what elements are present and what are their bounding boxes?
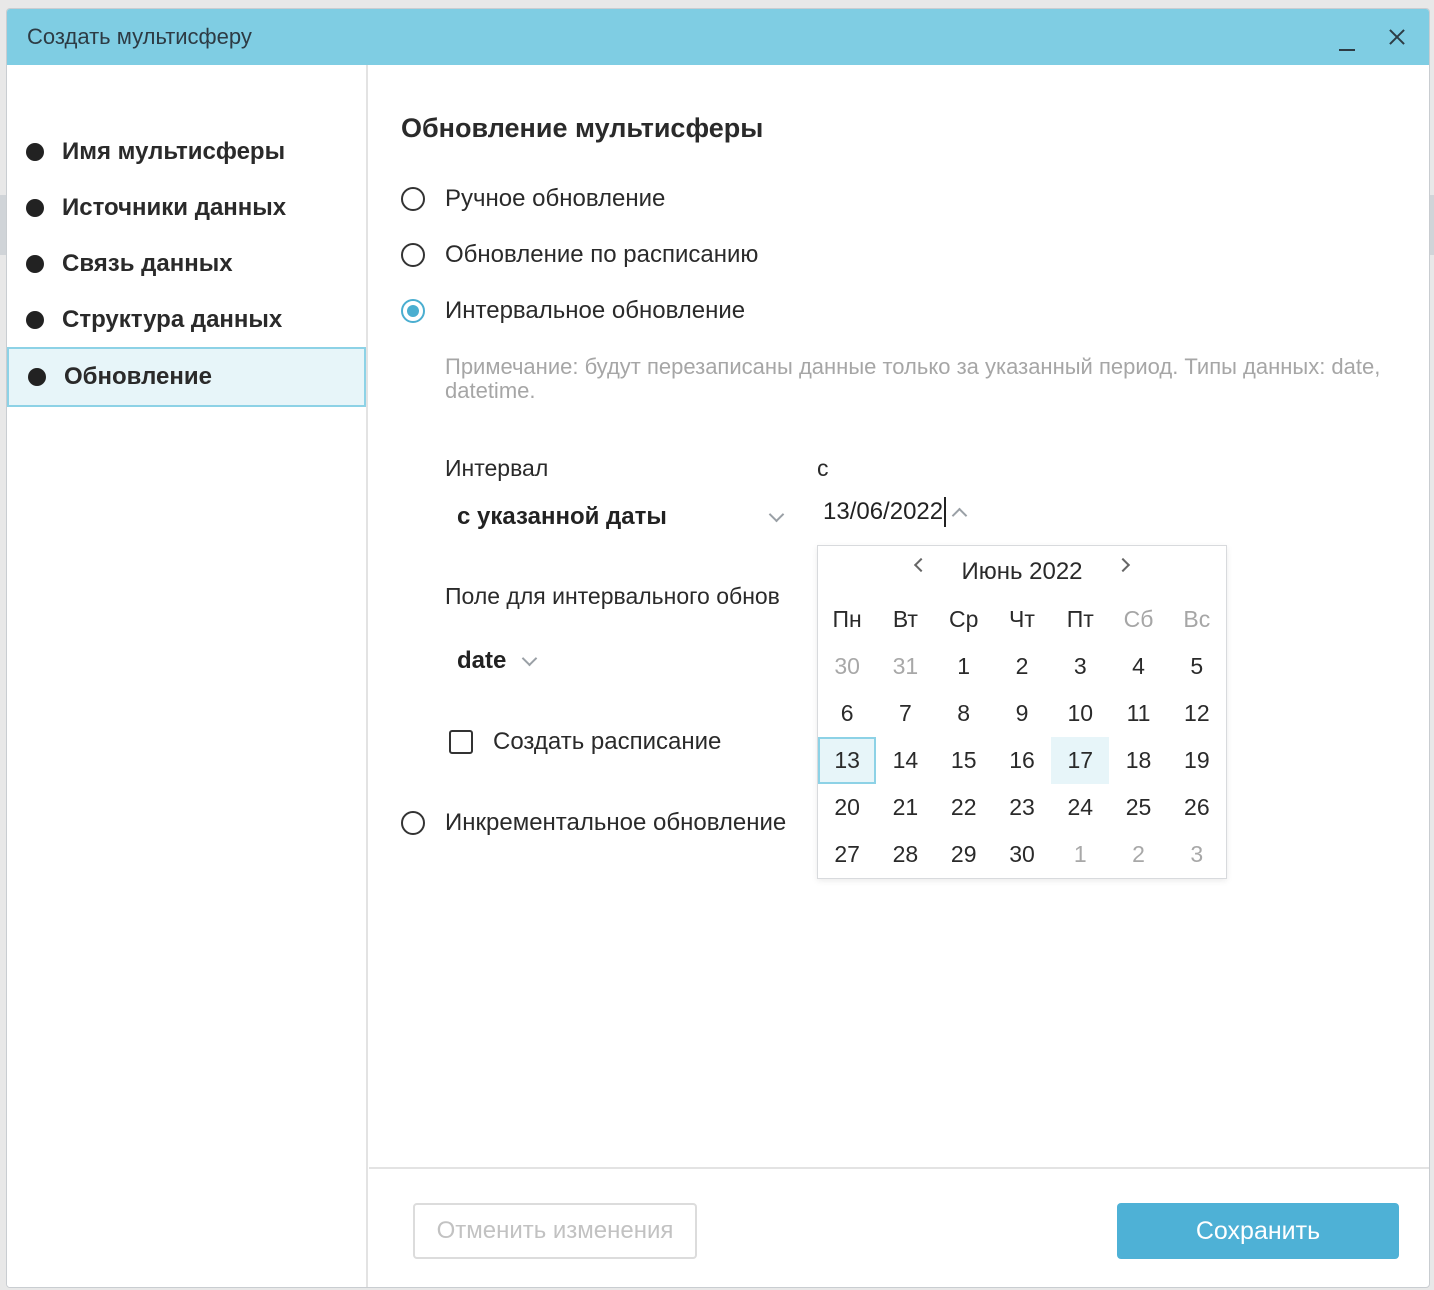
calendar-week-row	[818, 737, 1226, 784]
calendar-day[interactable]: 19	[1184, 747, 1210, 773]
bullet-icon	[26, 143, 44, 161]
sidebar-item-data-sources[interactable]	[7, 180, 366, 236]
calendar-day[interactable]: 7	[899, 700, 912, 726]
calendar-day[interactable]: 13	[818, 737, 876, 784]
calendar-day[interactable]: 30	[1009, 841, 1035, 867]
sidebar-item-label: Источники данных	[62, 194, 287, 221]
weekday-label: Пн	[832, 606, 862, 632]
from-label: с	[817, 455, 829, 481]
calendar-day[interactable]: 31	[892, 653, 919, 679]
radio-button[interactable]	[401, 811, 425, 835]
calendar-day[interactable]: 16	[1009, 747, 1035, 773]
calendar-day[interactable]: 22	[950, 794, 977, 820]
calendar-day[interactable]: 17	[1051, 737, 1109, 784]
radio-manual-update[interactable]	[401, 185, 665, 213]
weekday-label: Ср	[949, 606, 979, 632]
date-input-value: 13/06/2022	[823, 498, 944, 525]
radio-button[interactable]	[401, 243, 425, 267]
interval-field-label: Поле для интервального обнов	[445, 583, 780, 609]
weekday-label: Вт	[892, 606, 918, 632]
chevron-down-icon	[522, 650, 538, 666]
weekday-label: Сб	[1123, 606, 1154, 632]
radio-interval-update[interactable]	[401, 297, 745, 325]
bullet-icon	[28, 368, 46, 386]
radio-button[interactable]	[401, 187, 425, 211]
date-input[interactable]	[823, 497, 965, 527]
bullet-icon	[26, 311, 44, 329]
calendar-day[interactable]: 29	[950, 841, 977, 867]
calendar-day[interactable]: 23	[1009, 794, 1035, 820]
sidebar-item-update[interactable]	[7, 347, 366, 407]
calendar-day[interactable]: 1	[957, 653, 971, 679]
calendar-day[interactable]: 1	[1073, 841, 1087, 867]
calendar-header	[818, 554, 1226, 590]
calendar-week-row	[818, 831, 1226, 878]
calendar-day[interactable]: 2	[1015, 653, 1029, 679]
chevron-up-icon[interactable]	[952, 507, 968, 523]
save-button[interactable]: Сохранить	[1117, 1203, 1399, 1259]
calendar-day[interactable]: 6	[840, 700, 854, 726]
calendar-day[interactable]: 25	[1125, 794, 1152, 820]
calendar-day[interactable]: 30	[834, 653, 860, 679]
close-icon[interactable]	[1379, 19, 1415, 55]
calendar-month-label: Июнь 2022	[961, 558, 1083, 585]
interval-select-value: с указанной даты	[457, 503, 667, 530]
sidebar-item-data-structure[interactable]	[7, 292, 366, 348]
radio-label: Ручное обновление	[445, 185, 666, 212]
interval-field-value: date	[457, 647, 507, 674]
wizard-steps-sidebar	[7, 65, 368, 1288]
sidebar-item-label: Структура данных	[62, 306, 283, 333]
calendar-day[interactable]: 14	[892, 747, 919, 773]
calendar-week-row	[818, 643, 1226, 690]
interval-label: Интервал	[445, 455, 549, 481]
calendar-day[interactable]: 28	[892, 841, 919, 867]
radio-label: Инкрементальное обновление	[445, 809, 787, 836]
interval-select[interactable]	[457, 503, 782, 531]
calendar-day[interactable]: 2	[1132, 841, 1145, 867]
bullet-icon	[26, 255, 44, 273]
calendar-day[interactable]: 12	[1184, 700, 1210, 726]
calendar-day[interactable]: 8	[957, 700, 971, 726]
cancel-changes-button[interactable]: Отменить изменения	[413, 1203, 697, 1259]
create-schedule-option[interactable]	[449, 728, 721, 756]
calendar-day[interactable]: 18	[1125, 747, 1152, 773]
interval-field-select[interactable]	[457, 647, 535, 675]
calendar-day[interactable]: 3	[1073, 653, 1087, 679]
chevron-down-icon	[769, 506, 785, 522]
calendar-day[interactable]: 21	[892, 794, 919, 820]
calendar-week-row	[818, 690, 1226, 737]
bullet-icon	[26, 199, 44, 217]
sidebar-item-label: Связь данных	[62, 250, 233, 277]
calendar-week-row	[818, 784, 1226, 831]
calendar-day[interactable]: 3	[1190, 841, 1204, 867]
create-multisphere-dialog	[6, 8, 1430, 1288]
dialog-title: Создать мультисферу	[27, 24, 252, 49]
calendar-day[interactable]: 26	[1184, 794, 1210, 820]
date-picker-popup	[817, 545, 1227, 879]
weekday-label: Вс	[1183, 606, 1211, 632]
calendar-day[interactable]: 10	[1067, 700, 1094, 726]
minimize-icon[interactable]	[1329, 19, 1365, 55]
sidebar-item-name[interactable]	[7, 124, 366, 180]
title-bar	[7, 9, 1429, 65]
calendar-day[interactable]: 20	[834, 794, 860, 820]
weekday-header-row	[818, 596, 1226, 643]
calendar-grid	[818, 596, 1226, 878]
calendar-day[interactable]: 5	[1190, 653, 1204, 679]
calendar-day[interactable]: 11	[1126, 700, 1151, 726]
text-caret	[944, 497, 946, 527]
dialog-footer	[369, 1167, 1430, 1288]
radio-label: Обновление по расписанию	[445, 241, 759, 268]
radio-button[interactable]	[401, 299, 425, 323]
page-title: Обновление мультисферы	[401, 113, 764, 143]
calendar-day[interactable]: 24	[1067, 794, 1094, 820]
weekday-label: Чт	[1009, 606, 1035, 632]
sidebar-item-label: Имя мультисферы	[62, 138, 286, 165]
weekday-label: Пт	[1066, 606, 1094, 632]
chevron-right-icon[interactable]	[1118, 560, 1132, 574]
sidebar-item-data-link[interactable]	[7, 236, 366, 292]
chevron-left-icon[interactable]	[912, 560, 926, 574]
sidebar-item-label: Обновление	[64, 363, 212, 390]
calendar-day[interactable]: 15	[950, 747, 977, 773]
calendar-day[interactable]: 9	[1015, 700, 1029, 726]
calendar-day[interactable]: 4	[1132, 653, 1145, 679]
interval-note: Примечание: будут перезаписаны данные только за указанный период. Типы данных: date, datetime.	[445, 354, 1381, 403]
calendar-day[interactable]: 27	[834, 841, 860, 867]
checkbox-label: Создать расписание	[493, 728, 722, 755]
radio-label: Интервальное обновление	[445, 297, 746, 324]
create-schedule-checkbox[interactable]	[449, 730, 473, 754]
radio-scheduled-update[interactable]	[401, 241, 758, 269]
radio-incremental-update[interactable]	[401, 809, 786, 837]
